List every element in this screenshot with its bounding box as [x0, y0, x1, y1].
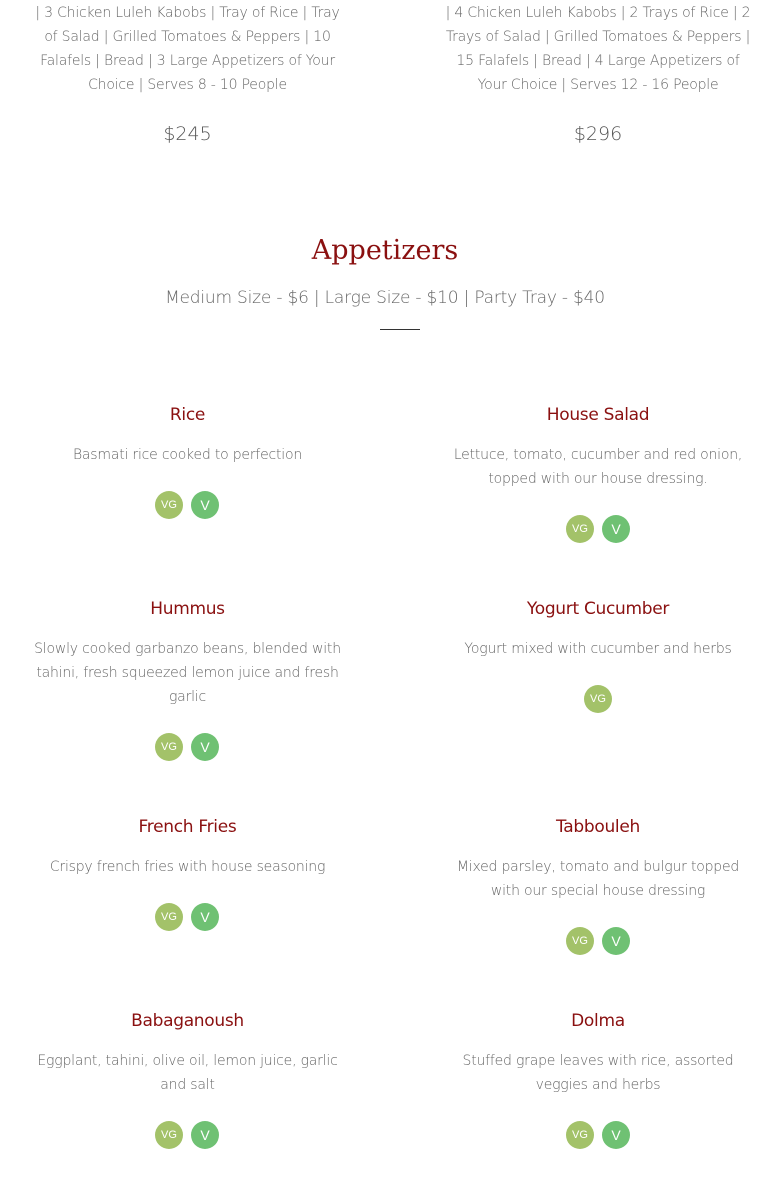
item-badges-french-fries	[155, 903, 219, 931]
vegan-badge-icon: VG	[566, 515, 594, 543]
package-2-description: | 4 Chicken Luleh Kabobs | 2 Trays of Rice | 2 Trays of Salad | Grilled Tomatoes & Peppers | 15 Falafels | Bread | 4 Large Appetizers of Your Choice | Serves 12 - 16 People	[445, 5, 751, 93]
item-name-hummus: Hummus	[150, 599, 225, 619]
vegetarian-badge-icon: V	[191, 733, 219, 761]
vegetarian-badge-icon: V	[602, 927, 630, 955]
vegan-badge-icon: VG	[155, 491, 183, 519]
item-name-babaganoush: Babaganoush	[131, 1011, 244, 1031]
vegetarian-badge-icon: V	[191, 1121, 219, 1149]
item-desc-babaganoush: Eggplant, tahini, olive oil, lemon juice, garlic and salt	[37, 1053, 338, 1093]
package-1-price: $245	[163, 123, 212, 145]
item-name-house-salad: House Salad	[546, 405, 650, 425]
item-badges-yogurt-cucumber	[584, 685, 612, 713]
package-2-price: $296	[573, 123, 623, 145]
section-divider	[380, 329, 420, 330]
vegetarian-badge-icon: V	[191, 491, 219, 519]
item-desc-french-fries: Crispy french fries with house seasoning	[49, 859, 326, 875]
vegetarian-badge-icon: V	[602, 515, 630, 543]
item-badges-dolma	[566, 1121, 630, 1149]
vegetarian-badge-icon: V	[602, 1121, 630, 1149]
vegan-badge-icon: VG	[566, 1121, 594, 1149]
package-1-description: | 3 Chicken Luleh Kabobs | Tray of Rice | Tray of Salad | Grilled Tomatoes & Peppers | 10 Falafels | Bread | 3 Large Appetizers of Your Choice | Serves 8 - 10 People	[35, 5, 340, 93]
item-desc-yogurt-cucumber: Yogurt mixed with cucumber and herbs	[464, 641, 732, 657]
item-desc-dolma: Stuffed grape leaves with rice, assorted veggies and herbs	[462, 1053, 734, 1093]
item-badges-tabbouleh	[566, 927, 630, 955]
section-subtitle: Medium Size - $6 | Large Size - $10 | Party Tray - $40	[165, 288, 605, 308]
item-name-rice: Rice	[169, 405, 206, 425]
vegetarian-badge-icon: V	[191, 903, 219, 931]
vegan-badge-icon: VG	[155, 903, 183, 931]
item-desc-rice: Basmati rice cooked to perfection	[72, 447, 303, 463]
item-badges-rice	[155, 491, 219, 519]
item-name-tabbouleh: Tabbouleh	[555, 817, 640, 837]
item-desc-tabbouleh: Mixed parsley, tomato and bulgur topped with our special house dressing	[456, 859, 740, 899]
item-badges-babaganoush	[155, 1121, 219, 1149]
vegan-badge-icon: VG	[155, 1121, 183, 1149]
item-name-dolma: Dolma	[571, 1011, 625, 1031]
vegan-badge-icon: VG	[155, 733, 183, 761]
item-desc-hummus: Slowly cooked garbanzo beans, blended with tahini, fresh squeezed lemon juice and fresh garlic	[34, 641, 341, 705]
vegan-badge-icon: VG	[566, 927, 594, 955]
section-title: Appetizers	[311, 235, 459, 266]
item-name-french-fries: French Fries	[138, 817, 237, 837]
vegan-badge-icon: VG	[584, 685, 612, 713]
item-name-yogurt-cucumber: Yogurt Cucumber	[526, 599, 670, 619]
item-desc-house-salad: Lettuce, tomato, cucumber and red onion, topped with our house dressing.	[453, 447, 743, 487]
item-badges-house-salad	[566, 515, 630, 543]
item-badges-hummus	[155, 733, 219, 761]
